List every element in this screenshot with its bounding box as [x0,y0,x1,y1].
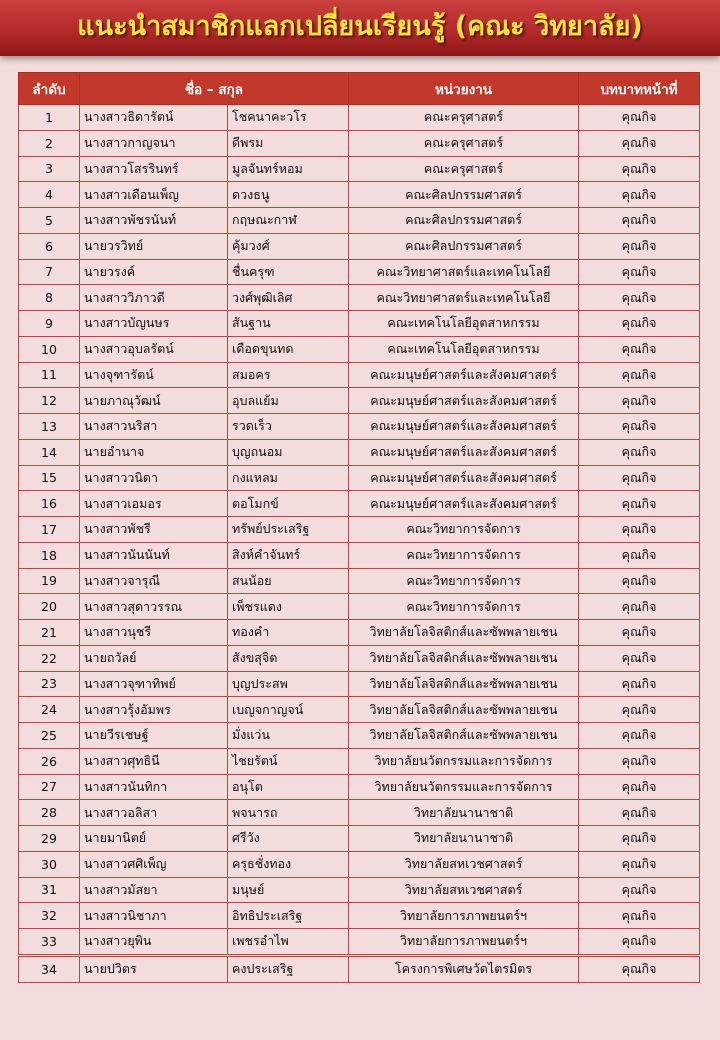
cell-no: 6 [19,233,80,259]
cell-department: วิทยาลัยสหเวชศาสตร์ [349,851,579,877]
cell-department: วิทยาลัยโลจิสติกส์และซัพพลายเชน [349,620,579,646]
cell-first-name: นางสาวพัชรี [80,517,228,543]
cell-first-name: นายถวัลย์ [80,645,228,671]
cell-last-name: ทองคำ [228,620,349,646]
cell-department: คณะวิทยาการจัดการ [349,594,579,620]
cell-role: คุณกิจ [579,439,700,465]
table-row [19,774,700,800]
cell-role: คุณกิจ [579,156,700,182]
member-table-container [18,72,699,983]
cell-last-name: อุบลแย้ม [228,388,349,414]
cell-first-name: นางสาวนันทิกา [80,774,228,800]
cell-last-name: วงศ์พุฒิเลิศ [228,285,349,311]
cell-department: คณะมนุษย์ศาสตร์และสังคมศาสตร์ [349,388,579,414]
cell-first-name: นางสาวบัญนษร [80,311,228,337]
cell-first-name: นางสาวจุฑาทิพย์ [80,671,228,697]
cell-first-name: นางสาวยุพิน [80,929,228,956]
cell-role: คุณกิจ [579,259,700,285]
cell-last-name: คงประเสริฐ [228,955,349,982]
cell-department: คณะครุศาสตร์ [349,105,579,131]
table-row [19,671,700,697]
cell-department: คณะวิทยาการจัดการ [349,568,579,594]
table-row [19,182,700,208]
table-row [19,568,700,594]
cell-role: คุณกิจ [579,929,700,956]
cell-role: คุณกิจ [579,620,700,646]
cell-last-name: มนุษย์ [228,877,349,903]
cell-role: คุณกิจ [579,800,700,826]
cell-role: คุณกิจ [579,208,700,234]
cell-department: วิทยาลัยโลจิสติกส์และซัพพลายเชน [349,723,579,749]
cell-last-name: ดวงธนู [228,182,349,208]
cell-last-name: เพ็ชรแดง [228,594,349,620]
cell-no: 24 [19,697,80,723]
cell-last-name: ทรัพย์ประเสริฐ [228,517,349,543]
cell-role: คุณกิจ [579,826,700,852]
cell-department: คณะวิทยาการจัดการ [349,542,579,568]
cell-department: คณะครุศาสตร์ [349,156,579,182]
cell-role: คุณกิจ [579,130,700,156]
cell-role: คุณกิจ [579,594,700,620]
page-title: แนะนำสมาชิกแลกเปลี่ยนเรียนรู้ (คณะ วิทยาลัย) [77,11,643,42]
cell-no: 11 [19,362,80,388]
header-name: ชื่อ – สกุล [80,73,349,105]
cell-last-name: เพชรอำไพ [228,929,349,956]
cell-no: 17 [19,517,80,543]
cell-department: วิทยาลัยนานาชาติ [349,826,579,852]
cell-last-name: กฤษณะกาฬ [228,208,349,234]
cell-role: คุณกิจ [579,851,700,877]
cell-last-name: พจนารถ [228,800,349,826]
table-row [19,105,700,131]
cell-no: 30 [19,851,80,877]
cell-department: วิทยาลัยโลจิสติกส์และซัพพลายเชน [349,697,579,723]
cell-no: 25 [19,723,80,749]
cell-role: คุณกิจ [579,517,700,543]
cell-no: 12 [19,388,80,414]
cell-role: คุณกิจ [579,697,700,723]
table-row [19,233,700,259]
header-row [19,73,700,105]
table-row [19,903,700,929]
cell-last-name: สันฐาน [228,311,349,337]
table-row [19,594,700,620]
cell-department: วิทยาลัยนวัตกรรมและการจัดการ [349,748,579,774]
cell-no: 21 [19,620,80,646]
cell-role: คุณกิจ [579,723,700,749]
cell-no: 31 [19,877,80,903]
cell-last-name: กงแหลม [228,465,349,491]
cell-last-name: คุ้มวงศ์ [228,233,349,259]
cell-department: คณะมนุษย์ศาสตร์และสังคมศาสตร์ [349,414,579,440]
cell-role: คุณกิจ [579,388,700,414]
table-row [19,800,700,826]
cell-last-name: สนน้อย [228,568,349,594]
cell-last-name: สมอคร [228,362,349,388]
cell-last-name: โชคนาคะวโร [228,105,349,131]
cell-first-name: นายวีรเชษฐ์ [80,723,228,749]
title-banner [0,0,720,56]
cell-department: วิทยาลัยนานาชาติ [349,800,579,826]
cell-no: 27 [19,774,80,800]
cell-first-name: นายวรวิทย์ [80,233,228,259]
cell-no: 1 [19,105,80,131]
cell-first-name: นายมานิตย์ [80,826,228,852]
cell-last-name: สังขสุจิต [228,645,349,671]
cell-first-name: นางสาวเดือนเพ็ญ [80,182,228,208]
cell-no: 14 [19,439,80,465]
cell-last-name: รวดเร็ว [228,414,349,440]
cell-last-name: มูลจันทร์หอม [228,156,349,182]
cell-last-name: ครุธชั่งทอง [228,851,349,877]
cell-department: คณะมนุษย์ศาสตร์และสังคมศาสตร์ [349,491,579,517]
table-row [19,311,700,337]
table-row [19,929,700,956]
cell-first-name: นางสาวรุ้งอัมพร [80,697,228,723]
cell-role: คุณกิจ [579,748,700,774]
table-row [19,723,700,749]
table-row [19,542,700,568]
table-row [19,877,700,903]
cell-first-name: นายภาณุวัฒน์ [80,388,228,414]
cell-role: คุณกิจ [579,877,700,903]
cell-first-name: นางสาวกาญจนา [80,130,228,156]
cell-department: คณะเทคโนโลยีอุตสาหกรรม [349,336,579,362]
table-row [19,955,700,982]
cell-first-name: นางสาวนันนันท์ [80,542,228,568]
cell-department: คณะมนุษย์ศาสตร์และสังคมศาสตร์ [349,465,579,491]
table-row [19,130,700,156]
table-row [19,336,700,362]
table-row [19,362,700,388]
cell-no: 22 [19,645,80,671]
cell-role: คุณกิจ [579,542,700,568]
cell-first-name: นางสาววิภาวดี [80,285,228,311]
cell-department: คณะวิทยาศาสตร์และเทคโนโลยี [349,259,579,285]
table-row [19,697,700,723]
cell-role: คุณกิจ [579,568,700,594]
cell-last-name: สิงห์คำจันทร์ [228,542,349,568]
cell-no: 10 [19,336,80,362]
cell-role: คุณกิจ [579,285,700,311]
cell-no: 9 [19,311,80,337]
cell-no: 23 [19,671,80,697]
cell-no: 18 [19,542,80,568]
table-row [19,851,700,877]
cell-first-name: นางจุฑารัตน์ [80,362,228,388]
table-body [19,105,700,983]
cell-department: วิทยาลัยโลจิสติกส์และซัพพลายเชน [349,671,579,697]
cell-no: 4 [19,182,80,208]
cell-first-name: นายวรงค์ [80,259,228,285]
cell-first-name: นายอำนาจ [80,439,228,465]
cell-role: คุณกิจ [579,233,700,259]
cell-first-name: นางสาวธิดารัตน์ [80,105,228,131]
cell-last-name: บุญประสพ [228,671,349,697]
cell-department: คณะเทคโนโลยีอุตสาหกรรม [349,311,579,337]
cell-role: คุณกิจ [579,336,700,362]
cell-last-name: บุญถนอม [228,439,349,465]
table-row [19,388,700,414]
cell-first-name: นางสาววนิดา [80,465,228,491]
cell-role: คุณกิจ [579,645,700,671]
cell-department: คณะครุศาสตร์ [349,130,579,156]
cell-last-name: อนุโต [228,774,349,800]
cell-no: 33 [19,929,80,956]
cell-first-name: นางสาวโสรรินทร์ [80,156,228,182]
cell-no: 26 [19,748,80,774]
cell-last-name: อิทธิประเสริฐ [228,903,349,929]
cell-role: คุณกิจ [579,774,700,800]
table-row [19,826,700,852]
cell-department: วิทยาลัยสหเวชศาสตร์ [349,877,579,903]
cell-no: 8 [19,285,80,311]
cell-department: คณะมนุษย์ศาสตร์และสังคมศาสตร์ [349,439,579,465]
cell-no: 5 [19,208,80,234]
cell-role: คุณกิจ [579,105,700,131]
table-row [19,748,700,774]
table-row [19,414,700,440]
cell-last-name: ชื่นครุฑ [228,259,349,285]
table-row [19,439,700,465]
cell-role: คุณกิจ [579,955,700,982]
table-row [19,208,700,234]
table-row [19,491,700,517]
header-dept: หน่วยงาน [349,73,579,105]
header-role: บทบาทหน้าที่ [579,73,700,105]
header-no: ลำดับ [19,73,80,105]
cell-department: โครงการพิเศษวัดไตรมิตร [349,955,579,982]
cell-no: 3 [19,156,80,182]
cell-role: คุณกิจ [579,465,700,491]
cell-role: คุณกิจ [579,903,700,929]
cell-first-name: นางสาวเอมอร [80,491,228,517]
cell-no: 15 [19,465,80,491]
cell-department: คณะศิลปกรรมศาสตร์ [349,233,579,259]
cell-last-name: ไชยรัตน์ [228,748,349,774]
cell-last-name: เบญจกาญจน์ [228,697,349,723]
cell-first-name: นางสาวสุดาวรรณ [80,594,228,620]
cell-first-name: นางสาวอลิสา [80,800,228,826]
cell-department: วิทยาลัยการภาพยนตร์ฯ [349,903,579,929]
cell-department: คณะศิลปกรรมศาสตร์ [349,208,579,234]
table-header [19,73,700,105]
cell-first-name: นายปวิตร [80,955,228,982]
table-row [19,285,700,311]
cell-no: 29 [19,826,80,852]
cell-department: วิทยาลัยการภาพยนตร์ฯ [349,929,579,956]
cell-department: คณะมนุษย์ศาสตร์และสังคมศาสตร์ [349,362,579,388]
cell-no: 2 [19,130,80,156]
cell-department: คณะวิทยาศาสตร์และเทคโนโลยี [349,285,579,311]
cell-department: วิทยาลัยโลจิสติกส์และซัพพลายเชน [349,645,579,671]
cell-no: 7 [19,259,80,285]
cell-first-name: นางสาวนิชาภา [80,903,228,929]
cell-last-name: ตอโมกข์ [228,491,349,517]
cell-first-name: นางสาวมัสยา [80,877,228,903]
cell-no: 20 [19,594,80,620]
cell-first-name: นางสาวนุชรี [80,620,228,646]
table-row [19,645,700,671]
cell-last-name: ศรีวัง [228,826,349,852]
cell-no: 32 [19,903,80,929]
cell-first-name: นางสาวอุบลรัตน์ [80,336,228,362]
cell-department: วิทยาลัยนวัตกรรมและการจัดการ [349,774,579,800]
cell-role: คุณกิจ [579,671,700,697]
cell-no: 13 [19,414,80,440]
cell-role: คุณกิจ [579,362,700,388]
cell-department: คณะวิทยาการจัดการ [349,517,579,543]
table-row [19,517,700,543]
cell-last-name: มั่งแว่น [228,723,349,749]
cell-role: คุณกิจ [579,414,700,440]
cell-last-name: เดือดขุนทด [228,336,349,362]
cell-no: 19 [19,568,80,594]
cell-first-name: นางสาวศุทธินี [80,748,228,774]
table-row [19,465,700,491]
cell-first-name: นางสาวพัชรนันท์ [80,208,228,234]
cell-first-name: นางสาวนริสา [80,414,228,440]
cell-department: คณะศิลปกรรมศาสตร์ [349,182,579,208]
table-row [19,259,700,285]
cell-no: 34 [19,955,80,982]
cell-no: 28 [19,800,80,826]
table-row [19,156,700,182]
member-table [18,72,700,983]
cell-role: คุณกิจ [579,491,700,517]
cell-role: คุณกิจ [579,182,700,208]
cell-no: 16 [19,491,80,517]
cell-first-name: นางสาวศศิเพ็ญ [80,851,228,877]
cell-first-name: นางสาวจารุณี [80,568,228,594]
cell-role: คุณกิจ [579,311,700,337]
cell-last-name: ดีพรม [228,130,349,156]
table-row [19,620,700,646]
